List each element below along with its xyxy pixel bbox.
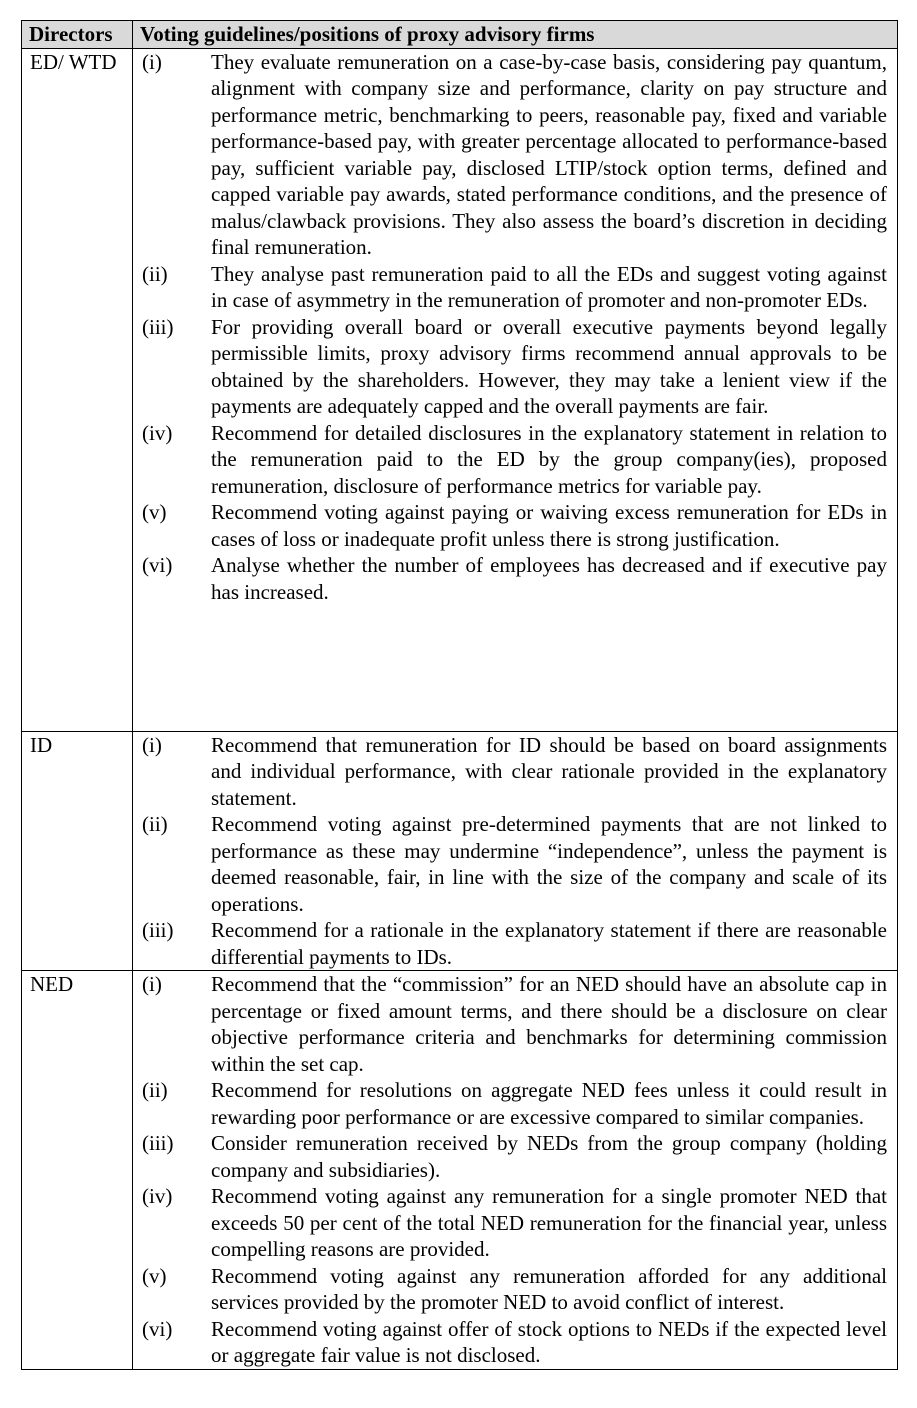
item-number: (ii) [142, 261, 168, 286]
guideline-item [142, 971, 887, 1077]
item-number: (ii) [142, 812, 168, 836]
guideline-item [142, 1316, 887, 1369]
director-cell: ID [22, 731, 133, 971]
guideline-item [142, 1077, 887, 1130]
director-cell: ED/ WTD [22, 48, 133, 731]
item-text: Recommend that the “commission” for an NED should have an absolute cap in percentage or fixed amount terms, and there should be a disclosure on clear objective performance criteria and benchmarks for determining commission within the set cap. [211, 972, 887, 1076]
guideline-item [142, 811, 887, 917]
guideline-item [142, 917, 887, 970]
item-number: (iii) [142, 918, 174, 942]
guideline-item [142, 314, 887, 420]
item-text: For providing overall board or overall executive payments beyond legally permissible limits, proxy advisory firms recommend annual approvals to be obtained by the shareholders. However, they may take a lenient view if the payments are adequately capped and the overall payments are fair. [211, 314, 887, 418]
guidelines-cell [133, 731, 898, 971]
guidelines-cell [133, 48, 898, 731]
header-guidelines: Voting guidelines/positions of proxy advisory firms [133, 21, 898, 49]
table-header-row [22, 21, 898, 49]
item-number: (i) [142, 49, 162, 74]
guideline-item [142, 420, 887, 500]
guideline-item [142, 261, 887, 314]
item-number: (iii) [142, 314, 174, 339]
guideline-item [142, 552, 887, 605]
item-text: Recommend voting against pre-determined payments that are not linked to performance as these may undermine “independence”, unless the payment is deemed reasonable, fair, in line with the size of the company and scale of its operations. [211, 812, 887, 916]
table-row-id [22, 731, 898, 971]
item-text: Recommend voting against any remuneration for a single promoter NED that exceeds 50 per cent of the total NED remuneration for the financial year, unless compelling reasons are provided. [211, 1184, 887, 1261]
item-number: (iii) [142, 1131, 174, 1155]
item-text: Recommend voting against offer of stock options to NEDs if the expected level or aggregate fair value is not disclosed. [211, 1316, 887, 1367]
item-text: Consider remuneration received by NEDs from the group company (holding company and subsidiaries). [211, 1131, 887, 1182]
guideline-item [142, 49, 887, 261]
proxy-advisory-guidelines-table [21, 20, 898, 1370]
item-number: (iv) [142, 420, 173, 445]
guideline-item [142, 1183, 887, 1263]
item-number: (iv) [142, 1184, 173, 1208]
item-number: (v) [142, 500, 167, 524]
item-text: They evaluate remuneration on a case-by-case basis, considering pay quantum, alignment with company size and performance, clarity on pay structure and performance metric, benchmarking to peers, reasonable pay, fixed and variable performance-based pay, with greater percentage allocated to performance-based pay, sufficient variable pay, disclosed LTIP/stock option terms, defined and capped variable pay awards, stated performance conditions, and the presence of malus/clawback provisions. They also assess the board’s discretion in deciding final remuneration. [211, 49, 887, 259]
item-text: Recommend for a rationale in the explanatory statement if there are reasonable differential payments to IDs. [211, 918, 887, 969]
item-text: Recommend voting against paying or waiving excess remuneration for EDs in cases of loss or inadequate profit unless there is strong justification. [211, 500, 887, 551]
item-text: Recommend that remuneration for ID should be based on board assignments and individual performance, with clear rationale provided in the explanatory statement. [211, 732, 887, 810]
item-text: Analyse whether the number of employees has decreased and if executive pay has increased. [211, 553, 887, 604]
director-cell: NED [22, 971, 133, 1370]
item-number: (i) [142, 732, 162, 757]
guidelines-cell [133, 971, 898, 1370]
item-number: (vi) [142, 1316, 173, 1341]
guideline-item [142, 1263, 887, 1316]
guideline-item [142, 732, 887, 812]
header-directors: Directors [22, 21, 133, 49]
table-row-ed-wtd [22, 48, 898, 731]
guideline-item [142, 1130, 887, 1183]
item-text: Recommend voting against any remuneration afforded for any additional services provided by the promoter NED to avoid conflict of interest. [211, 1263, 887, 1314]
item-number: (ii) [142, 1078, 168, 1102]
item-number: (vi) [142, 553, 173, 577]
guideline-item [142, 499, 887, 552]
table-row-ned [22, 971, 898, 1370]
item-text: Recommend for resolutions on aggregate NED fees unless it could result in rewarding poor performance or are excessive compared to similar companies. [211, 1078, 887, 1129]
item-number: (v) [142, 1263, 167, 1288]
item-number: (i) [142, 972, 162, 996]
item-text: Recommend for detailed disclosures in the explanatory statement in relation to the remuneration paid to the ED by the group company(ies), proposed remuneration, disclosure of performance metrics for variable pay. [211, 420, 887, 498]
item-text: They analyse past remuneration paid to all the EDs and suggest voting against in case of asymmetry in the remuneration of promoter and non-promoter EDs. [211, 261, 887, 312]
